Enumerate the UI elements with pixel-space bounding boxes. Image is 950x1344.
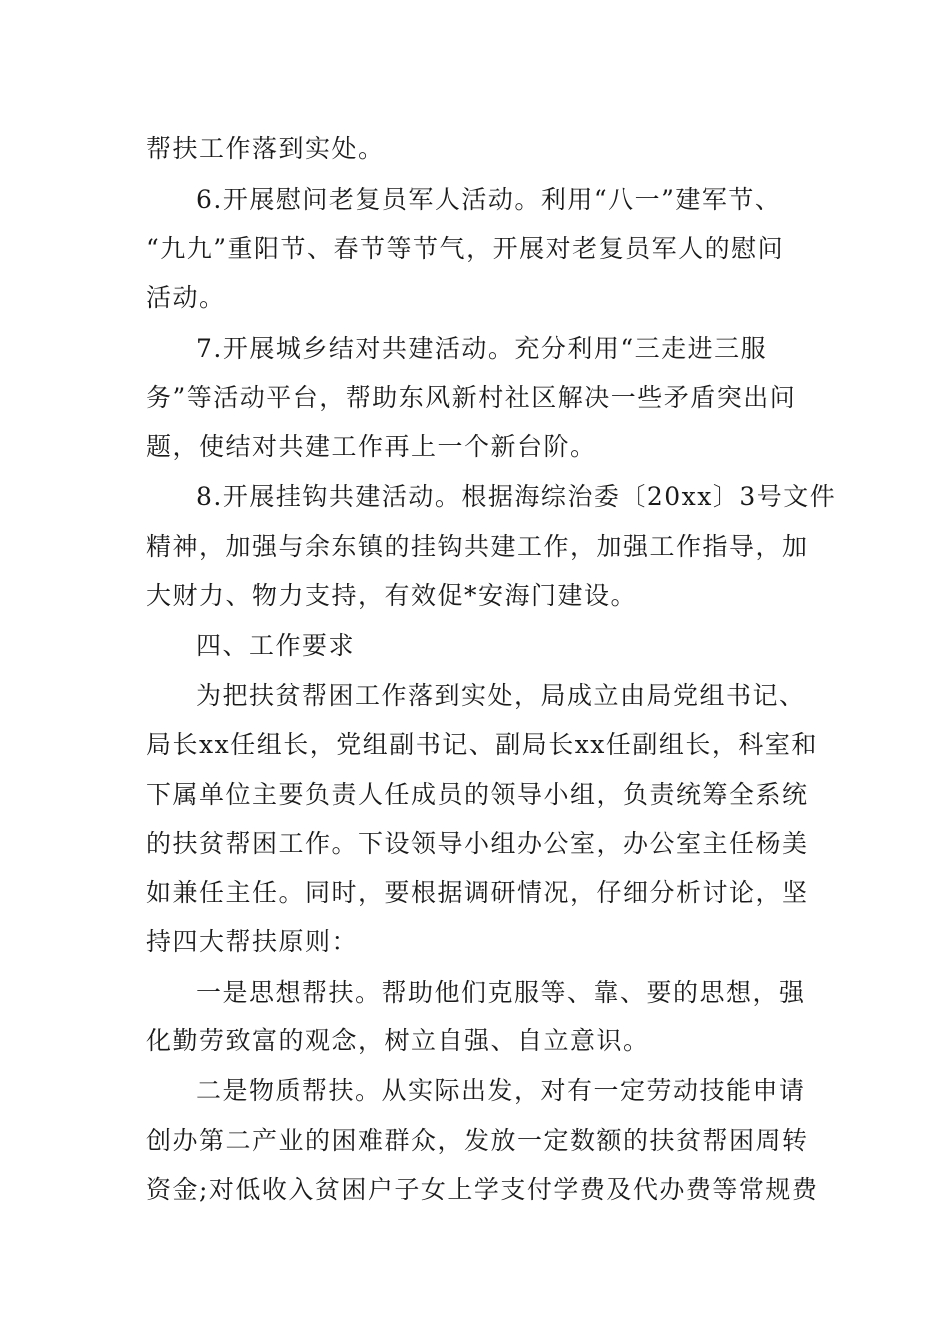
text-line: 的扶贫帮困工作。下设领导小组办公室，办公室主任杨美	[146, 829, 809, 858]
text-line: 精神，加强与余东镇的挂钩共建工作，加强工作指导，加	[146, 532, 809, 561]
text-line: 活动。	[146, 283, 226, 312]
text-line: 资金;对低收入贫困户子女上学支付学费及代办费等常规费	[146, 1175, 819, 1204]
section-heading: 四、工作要求	[196, 631, 356, 660]
text-line: 局长xx任组长，党组副书记、副局长xx任副组长，科室和	[146, 730, 818, 759]
text-line: 8.开展挂钩共建活动。根据海综治委〔20xx〕3号文件	[196, 482, 837, 511]
text-line: 持四大帮扶原则：	[146, 927, 359, 956]
text-line: 一是思想帮扶。帮助他们克服等、靠、要的思想，强	[196, 978, 806, 1007]
text-line: 化勤劳致富的观念，树立自强、自立意识。	[146, 1026, 650, 1055]
text-line: 为把扶贫帮困工作落到实处，局成立由局党组书记、	[196, 681, 806, 710]
text-line: 题，使结对共建工作再上一个新台阶。	[146, 432, 597, 461]
text-line: 务”等活动平台，帮助东风新村社区解决一些矛盾突出问	[146, 383, 797, 412]
text-line: 大财力、物力支持，有效促*安海门建设。	[146, 581, 638, 610]
text-line: 6.开展慰问老复员军人活动。利用“八一”建军节、	[196, 185, 782, 214]
text-line: “九九”重阳节、春节等节气，开展对老复员军人的慰问	[146, 234, 785, 263]
text-line: 7.开展城乡结对共建活动。充分利用“三走进三服	[196, 334, 768, 363]
text-line: 如兼任主任。同时，要根据调研情况，仔细分析讨论，坚	[146, 878, 809, 907]
text-line: 创办第二产业的困难群众，发放一定数额的扶贫帮困周转	[146, 1126, 809, 1155]
text-line: 帮扶工作落到实处。	[146, 134, 385, 163]
text-line: 二是物质帮扶。从实际出发，对有一定劳动技能申请	[196, 1076, 806, 1105]
text-line: 下属单位主要负责人任成员的领导小组，负责统筹全系统	[146, 780, 809, 809]
